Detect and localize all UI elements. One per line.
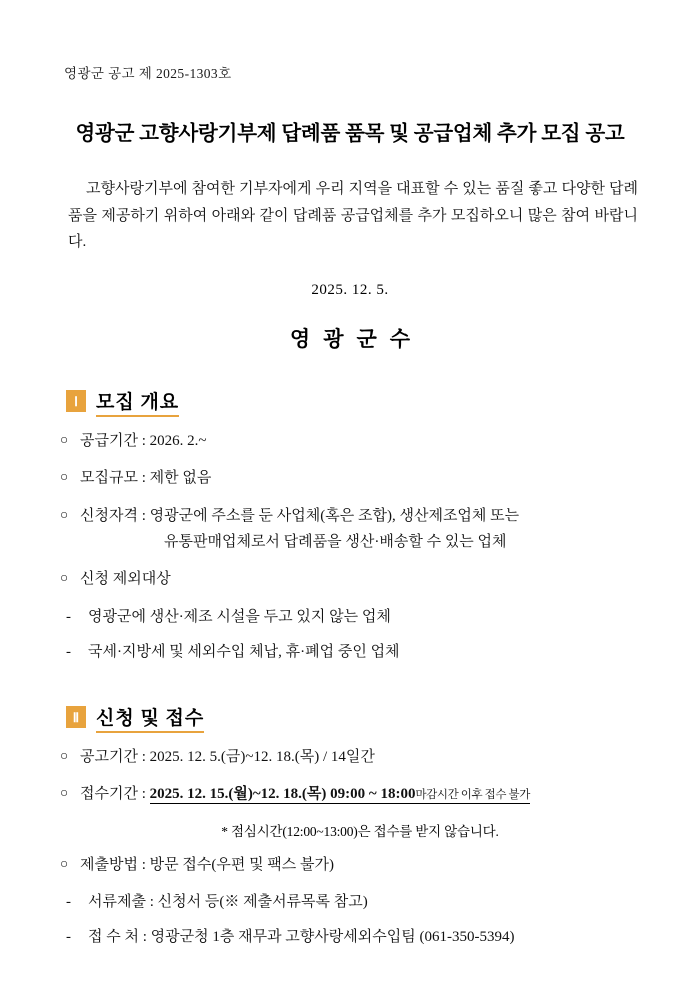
list-item bbox=[58, 925, 642, 949]
bullet-circle-icon: ○ bbox=[60, 432, 69, 448]
list-item bbox=[58, 605, 642, 629]
list-item-text: 신청자격 : 영광군에 주소를 둔 사업체(혹은 조합), 생산제조업체 또는 bbox=[80, 507, 520, 524]
section-spacer bbox=[58, 675, 642, 693]
section-title-1: 모집 개요 bbox=[96, 387, 179, 415]
page-title: 영광군 고향사랑기부제 답례품 품목 및 공급업체 추가 모집 공고 bbox=[75, 123, 625, 145]
document-number: 영광군 공고 제 2025-1303호 bbox=[64, 66, 232, 81]
bullet-circle-icon: ○ bbox=[60, 506, 69, 522]
list-item bbox=[58, 745, 642, 769]
bullet-circle-icon: ○ bbox=[60, 469, 69, 485]
bullet-circle-icon: ○ bbox=[60, 855, 69, 871]
issuer-name: 영광군수 bbox=[289, 327, 424, 352]
bullet-dash-icon: - bbox=[66, 929, 71, 946]
list-item-text: 공고기간 : 2025. 12. 5.(금)~12. 18.(목) / 14일간 bbox=[80, 749, 375, 766]
list-item-text: 접 수 처 : 영광군청 1층 재무과 고향사랑세외수입팀 (061-350-5394) bbox=[88, 929, 515, 946]
list-item bbox=[58, 429, 642, 453]
list-item-text: 제출방법 : 방문 접수(우편 및 팩스 불가) bbox=[80, 856, 335, 873]
section-heading-1 bbox=[58, 387, 642, 415]
section-badge-1: Ⅰ bbox=[66, 390, 86, 412]
lunch-break-note: * 점심시간(12:00~13:00)은 접수를 받지 않습니다. bbox=[221, 823, 499, 839]
intro-text: 고향사랑기부에 참여한 기부자에게 우리 지역을 대표할 수 있는 품질 좋고 다양한 답례품을 제공하기 위하여 아래와 같이 답례품 공급업체를 추가 모집하오니 많은 참여 바랍니다. bbox=[68, 181, 638, 251]
bullet-dash-icon: - bbox=[66, 608, 71, 625]
receipt-period-label: 접수기간 : bbox=[80, 786, 150, 803]
bullet-circle-icon: ○ bbox=[60, 748, 69, 764]
bullet-circle-icon: ○ bbox=[60, 570, 69, 586]
section-badge-2: Ⅱ bbox=[66, 706, 86, 728]
list-item-receipt-period bbox=[58, 782, 642, 806]
list-item-text: 영광군에 생산·제조 시설을 두고 있지 않는 업체 bbox=[88, 608, 391, 625]
list-item bbox=[58, 504, 642, 555]
receipt-period-main: 2025. 12. 15.(월)~12. 18.(목) 09:00 ~ 18:00 bbox=[149, 786, 416, 803]
bullet-dash-icon: - bbox=[66, 894, 71, 911]
list-item-text: 국세·지방세 및 세외수입 체납, 휴·폐업 중인 업체 bbox=[88, 643, 400, 660]
list-item bbox=[58, 853, 642, 877]
list-item-text: 서류제출 : 신청서 등(※ 제출서류목록 참고) bbox=[88, 894, 368, 911]
list-item bbox=[58, 890, 642, 914]
bullet-dash-icon: - bbox=[66, 643, 71, 660]
receipt-period-note: 마감시간 이후 접수 불가 bbox=[415, 789, 530, 802]
list-item bbox=[58, 466, 642, 490]
list-item-continuation: 유통판매업체로서 답례품을 생산·배송할 수 있는 업체 bbox=[164, 533, 507, 550]
list-item bbox=[58, 567, 642, 591]
list-item bbox=[58, 640, 642, 664]
section-title-2: 신청 및 접수 bbox=[96, 703, 204, 731]
list-item-text: 공급기간 : 2026. 2.~ bbox=[80, 433, 207, 450]
bullet-circle-icon: ○ bbox=[60, 785, 69, 801]
list-item-text: 모집규모 : 제한 없음 bbox=[80, 470, 212, 487]
intro-paragraph bbox=[58, 176, 642, 256]
issue-date: 2025. 12. 5. bbox=[311, 282, 389, 299]
section-heading-2 bbox=[58, 703, 642, 731]
receipt-period-value bbox=[150, 786, 530, 804]
list-item-text: 신청 제외대상 bbox=[80, 571, 171, 588]
